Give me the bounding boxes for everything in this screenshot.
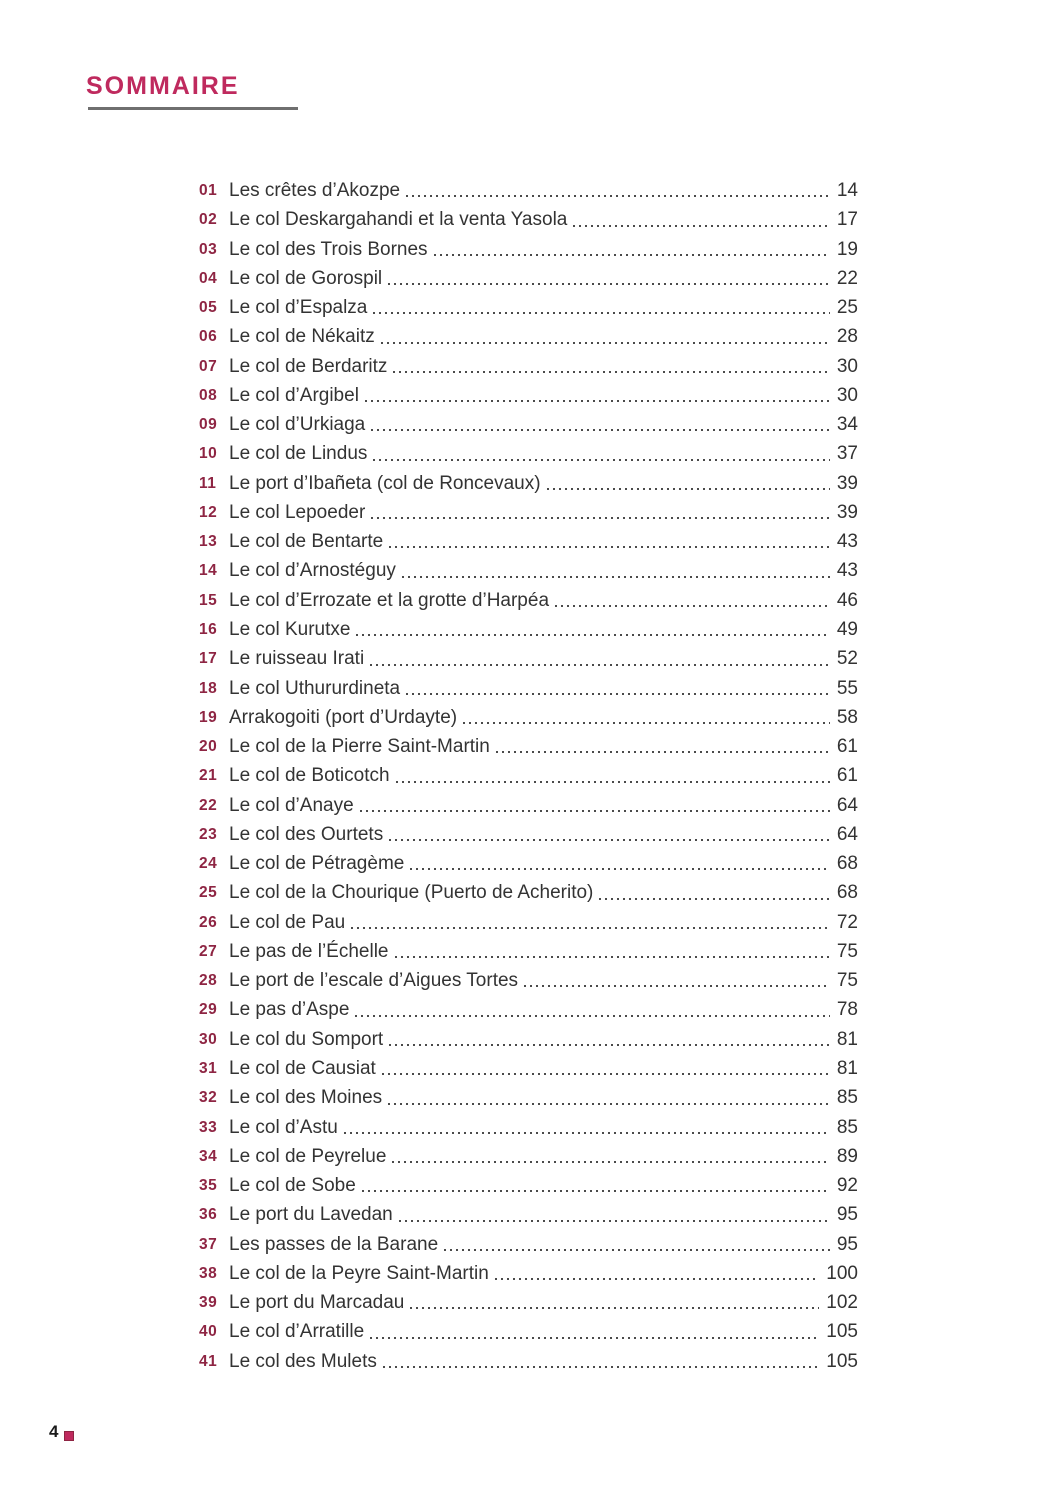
footer-square-icon xyxy=(64,1431,74,1441)
toc-entry-title: Le col de Gorospil xyxy=(229,267,383,289)
dot-leader xyxy=(402,576,830,578)
toc-entry xyxy=(199,791,858,820)
dot-leader xyxy=(410,1307,819,1309)
toc-entry xyxy=(199,1113,858,1142)
toc-entry-number: 35 xyxy=(199,1177,218,1195)
dot-leader xyxy=(389,1044,830,1046)
dot-leader xyxy=(381,342,830,344)
toc-entry-page: 61 xyxy=(836,736,858,758)
dot-leader xyxy=(373,459,829,461)
footer-page-number: 4 xyxy=(49,1422,59,1441)
toc-entry xyxy=(199,1054,858,1083)
toc-entry xyxy=(199,1230,858,1259)
toc-entry xyxy=(199,293,858,322)
toc-entry-title: Le col d’Urkiaga xyxy=(229,414,366,436)
toc-entry xyxy=(199,469,858,498)
dot-leader xyxy=(388,1103,830,1105)
toc-entry-title: Le col de Pau xyxy=(229,911,346,933)
toc-entry-title: Le col d’Astu xyxy=(229,1116,338,1138)
toc-entry-title: Arrakogoiti (port d’Urdayte) xyxy=(229,706,458,728)
toc-entry-number: 39 xyxy=(199,1294,218,1312)
toc-entry-title: Le port du Marcadau xyxy=(229,1292,405,1314)
dot-leader xyxy=(373,312,829,314)
toc-entry-number: 28 xyxy=(199,972,218,990)
toc-entry-page: 30 xyxy=(836,384,858,406)
toc-entry-title: Le col de Lindus xyxy=(229,443,368,465)
toc-entry-title: Le col d’Arnostéguy xyxy=(229,560,396,582)
toc-entry xyxy=(199,439,858,468)
toc-entry-number: 40 xyxy=(199,1323,218,1341)
toc-entry-title: Le col de Peyrelue xyxy=(229,1145,387,1167)
toc-entry xyxy=(199,995,858,1024)
toc-entry xyxy=(199,1083,858,1112)
toc-entry xyxy=(199,264,858,293)
dot-leader xyxy=(351,927,830,929)
toc-entry-number: 05 xyxy=(199,299,218,317)
dot-leader xyxy=(356,634,829,636)
toc-entry-title: Le col Uthururdineta xyxy=(229,677,401,699)
dot-leader xyxy=(495,1278,820,1280)
toc-entry-number: 07 xyxy=(199,357,218,375)
toc-entry-page: 25 xyxy=(836,297,858,319)
toc-entry-title: Le col Kurutxe xyxy=(229,618,351,640)
toc-entry-page: 92 xyxy=(836,1175,858,1197)
toc-entry-number: 02 xyxy=(199,211,218,229)
dot-leader xyxy=(371,429,830,431)
toc-entry-title: Le col de Sobe xyxy=(229,1175,356,1197)
toc-entry xyxy=(199,761,858,790)
toc-entry-title: Le col de Boticotch xyxy=(229,765,390,787)
toc-entry-title: Le col de Causiat xyxy=(229,1057,376,1079)
toc-entry xyxy=(199,1288,858,1317)
toc-entry xyxy=(199,352,858,381)
toc-entry xyxy=(199,322,858,351)
toc-entry-page: 68 xyxy=(836,882,858,904)
toc-entry-number: 12 xyxy=(199,503,218,521)
dot-leader xyxy=(555,605,830,607)
dot-leader xyxy=(547,488,830,490)
toc-entry-page: 49 xyxy=(836,618,858,640)
toc-entry-number: 19 xyxy=(199,708,218,726)
toc-entry-page: 81 xyxy=(836,1028,858,1050)
dot-leader xyxy=(406,195,830,197)
toc-entry-page: 58 xyxy=(836,706,858,728)
toc-entry-number: 26 xyxy=(199,913,218,931)
dot-leader xyxy=(434,254,830,256)
dot-leader xyxy=(370,664,830,666)
toc-entry xyxy=(199,410,858,439)
dot-leader xyxy=(524,985,830,987)
toc-entry-number: 20 xyxy=(199,738,218,756)
dot-leader xyxy=(370,1337,819,1339)
toc-entry xyxy=(199,235,858,264)
toc-entry-title: Le col d’Espalza xyxy=(229,297,368,319)
toc-entry-page: 61 xyxy=(836,765,858,787)
toc-entry-number: 31 xyxy=(199,1059,218,1077)
toc-entry-title: Le col des Mulets xyxy=(229,1350,377,1372)
dot-leader xyxy=(365,400,830,402)
dot-leader xyxy=(463,722,830,724)
dot-leader xyxy=(362,1190,830,1192)
toc-entry xyxy=(199,205,858,234)
toc-entry-title: Le col de la Pierre Saint-Martin xyxy=(229,736,490,758)
toc-entry-title: Le pas d’Aspe xyxy=(229,999,350,1021)
toc-entry-page: 34 xyxy=(836,414,858,436)
toc-entry xyxy=(199,556,858,585)
toc-entry-title: Le col de la Peyre Saint-Martin xyxy=(229,1262,489,1284)
toc-entry-number: 01 xyxy=(199,182,218,199)
toc-entry-number: 03 xyxy=(199,240,218,258)
toc-entry-page: 78 xyxy=(836,999,858,1021)
toc-entry-number: 27 xyxy=(199,942,218,960)
toc-entry xyxy=(199,674,858,703)
toc-entry-title: Le pas de l’Échelle xyxy=(229,940,389,962)
toc-entry-title: Le col d’Errozate et la grotte d’Harpéa xyxy=(229,589,550,611)
toc-entry xyxy=(199,1200,858,1229)
toc-entry-number: 37 xyxy=(199,1235,218,1253)
toc-entry-title: Les passes de la Barane xyxy=(229,1233,439,1255)
toc-entry-page: 81 xyxy=(836,1057,858,1079)
toc-entry-title: Le col d’Argibel xyxy=(229,384,359,406)
toc-entry-number: 11 xyxy=(199,474,217,492)
toc-entry-title: Le col Lepoeder xyxy=(229,501,366,523)
toc-entry xyxy=(199,644,858,673)
toc-entry-number: 04 xyxy=(199,269,218,287)
dot-leader xyxy=(389,546,830,548)
heading-underline xyxy=(88,107,298,110)
toc-entry-title: Le col de Pétragème xyxy=(229,853,405,875)
toc-entry-number: 21 xyxy=(199,767,218,785)
toc-entry-page: 39 xyxy=(836,472,858,494)
toc-entry xyxy=(199,586,858,615)
toc-entry-title: Le col des Moines xyxy=(229,1087,383,1109)
toc-entry-page: 52 xyxy=(836,648,858,670)
toc-entry-title: Le col de la Chourique (Puerto de Acherito) xyxy=(229,882,594,904)
toc-entry-page: 28 xyxy=(836,326,858,348)
toc-entry-title: Le col Deskargahandi et la venta Yasola xyxy=(229,209,568,231)
toc-entry-title: Le col des Ourtets xyxy=(229,823,384,845)
dot-leader xyxy=(389,839,830,841)
dot-leader xyxy=(395,956,830,958)
toc-entry-title: Les crêtes d’Akozpe xyxy=(229,180,401,201)
toc-entry-page: 68 xyxy=(836,853,858,875)
toc-entry-page: 64 xyxy=(836,794,858,816)
toc-entry xyxy=(199,908,858,937)
toc-entry-page: 72 xyxy=(836,911,858,933)
toc-entry xyxy=(199,937,858,966)
dot-leader xyxy=(444,1249,830,1251)
dot-leader xyxy=(355,1015,829,1017)
toc-entry-page: 37 xyxy=(836,443,858,465)
toc-entry xyxy=(199,1347,858,1376)
toc-entry-number: 16 xyxy=(199,620,218,638)
toc-entry xyxy=(199,527,858,556)
toc-entry-number: 34 xyxy=(199,1147,218,1165)
toc-entry-number: 29 xyxy=(199,1001,218,1019)
toc-entry xyxy=(199,849,858,878)
toc-entry xyxy=(199,820,858,849)
toc-entry-number: 23 xyxy=(199,825,218,843)
dot-leader xyxy=(396,781,830,783)
toc-entry-page: 95 xyxy=(836,1233,858,1255)
toc-entry-number: 22 xyxy=(199,796,218,814)
dot-leader xyxy=(371,517,830,519)
toc-entry xyxy=(199,878,858,907)
dot-leader xyxy=(496,751,830,753)
page-title: SOMMAIRE xyxy=(86,72,240,100)
toc-entry-title: Le col de Nékaitz xyxy=(229,326,375,348)
dot-leader xyxy=(360,810,830,812)
toc-entry-page: 100 xyxy=(826,1262,858,1284)
toc-entry-title: Le ruisseau Irati xyxy=(229,648,365,670)
dot-leader xyxy=(393,371,829,373)
toc-entry xyxy=(199,176,858,205)
toc-entry xyxy=(199,1259,858,1288)
toc-entry-number: 17 xyxy=(199,650,218,668)
toc-list xyxy=(199,176,858,1376)
toc-entry-number: 38 xyxy=(199,1264,218,1282)
toc-entry xyxy=(199,732,858,761)
toc-entry-title: Le col du Somport xyxy=(229,1028,384,1050)
toc-entry-title: Le port d’Ibañeta (col de Roncevaux) xyxy=(229,472,541,494)
toc-entry-number: 33 xyxy=(199,1118,218,1136)
toc-entry-page: 14 xyxy=(836,180,858,201)
toc-entry-page: 46 xyxy=(836,589,858,611)
toc-entry-page: 39 xyxy=(836,501,858,523)
toc-entry xyxy=(199,498,858,527)
toc-entry-page: 89 xyxy=(836,1145,858,1167)
dot-leader xyxy=(573,225,830,227)
toc-entry xyxy=(199,381,858,410)
toc-entry-page: 75 xyxy=(836,970,858,992)
toc-entry-page: 30 xyxy=(836,355,858,377)
dot-leader xyxy=(599,898,829,900)
toc-entry-number: 06 xyxy=(199,328,218,346)
toc-entry-number: 14 xyxy=(199,562,218,580)
toc-entry-page: 75 xyxy=(836,940,858,962)
toc-entry xyxy=(199,1025,858,1054)
toc-entry-page: 17 xyxy=(836,209,858,231)
toc-entry-page: 105 xyxy=(826,1350,858,1372)
toc-entry xyxy=(199,615,858,644)
dot-leader xyxy=(392,1161,829,1163)
toc-entry-title: Le col des Trois Bornes xyxy=(229,238,428,260)
toc-entry xyxy=(199,1142,858,1171)
toc-entry-number: 09 xyxy=(199,416,218,434)
toc-entry xyxy=(199,1171,858,1200)
toc-entry xyxy=(199,966,858,995)
toc-entry-page: 55 xyxy=(836,677,858,699)
toc-entry-title: Le port de l’escale d’Aigues Tortes xyxy=(229,970,519,992)
toc-entry-number: 15 xyxy=(199,591,218,609)
toc-entry-page: 19 xyxy=(836,238,858,260)
dot-leader xyxy=(388,283,830,285)
toc-entry-title: Le col d’Arratille xyxy=(229,1321,365,1343)
toc-entry-number: 41 xyxy=(199,1352,218,1370)
toc-entry-title: Le col d’Anaye xyxy=(229,794,354,816)
toc-entry-title: Le col de Berdaritz xyxy=(229,355,388,377)
toc-entry-page: 43 xyxy=(836,560,858,582)
dot-leader xyxy=(382,1073,830,1075)
dot-leader xyxy=(410,868,830,870)
toc-entry-number: 08 xyxy=(199,386,218,404)
dot-leader xyxy=(399,1220,830,1222)
toc-entry xyxy=(199,703,858,732)
toc-entry-number: 10 xyxy=(199,445,218,463)
toc-entry-page: 105 xyxy=(826,1321,858,1343)
toc-entry-page: 43 xyxy=(836,531,858,553)
dot-leader xyxy=(383,1366,819,1368)
dot-leader xyxy=(406,693,830,695)
toc-entry-page: 102 xyxy=(826,1292,858,1314)
dot-leader xyxy=(344,1132,830,1134)
toc-entry-number: 25 xyxy=(199,884,218,902)
toc-entry-number: 32 xyxy=(199,1089,218,1107)
toc-entry-page: 85 xyxy=(836,1087,858,1109)
toc-entry-number: 18 xyxy=(199,679,218,697)
toc-entry-number: 13 xyxy=(199,533,218,551)
toc-entry-page: 22 xyxy=(836,267,858,289)
toc-entry-title: Le port du Lavedan xyxy=(229,1204,393,1226)
toc-entry-page: 85 xyxy=(836,1116,858,1138)
toc-entry-title: Le col de Bentarte xyxy=(229,531,384,553)
toc-entry-number: 36 xyxy=(199,1206,218,1224)
toc-entry-page: 64 xyxy=(836,823,858,845)
toc-entry-page: 95 xyxy=(836,1204,858,1226)
toc-entry-number: 30 xyxy=(199,1030,218,1048)
toc-entry xyxy=(199,1317,858,1346)
toc-entry-number: 24 xyxy=(199,855,218,873)
